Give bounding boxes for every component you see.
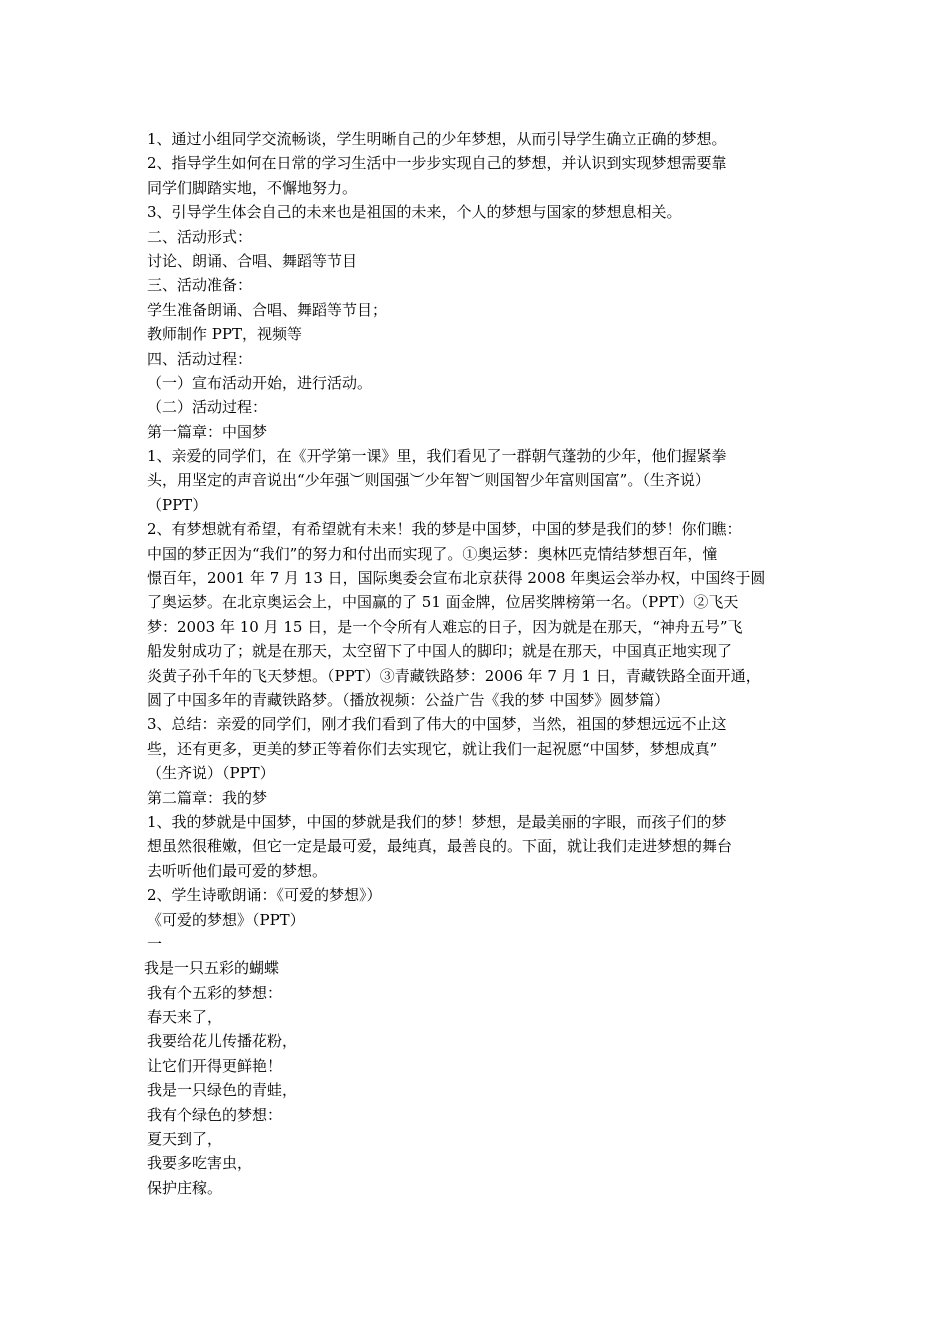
process-step-1: （一）宣布活动开始，进行活动。 (147, 373, 373, 392)
paragraph-line: 船发射成功了；就是在那天，太空留下了中国人的脚印；就是在那天，中国真正地实现了 (147, 642, 733, 661)
poem-title: 《可爱的梦想》（PPT） (147, 910, 305, 929)
poem-stanza-number: 一 (147, 934, 163, 953)
paragraph-line: 想虽然很稚嫩，但它一定是最可爱，最纯真，最善良的。下面，就让我们走进梦想的舞台 (147, 837, 733, 856)
chapter-heading-my-dream: 第二篇章：我的梦 (147, 788, 268, 807)
section-heading-process: 四、活动过程： (147, 349, 253, 368)
paragraph-line: 些，还有更多，更美的梦正等着你们去实现它，就让我们一起祝愿“中国梦，梦想成真” (147, 739, 718, 758)
poem-line: 我是一只五彩的蝴蝶 (144, 959, 280, 978)
paragraph-line: 3、总结：亲爱的同学们，刚才我们看到了伟大的中国梦，当然，祖国的梦想远远不止这 (147, 715, 727, 734)
chapter-heading-china-dream: 第一篇章：中国梦 (147, 422, 268, 441)
paragraph-line: （生齐说）（PPT） (147, 764, 275, 783)
paragraph-line: 中国的梦正因为“我们”的努力和付出而实现了。①奥运梦：奥林匹克情结梦想百年，憧 (147, 544, 718, 563)
section-heading-activity-form: 二、活动形式： (147, 227, 253, 246)
poem-line: 我有个五彩的梦想： (147, 983, 283, 1002)
section-heading-preparation: 三、活动准备： (147, 276, 253, 295)
paragraph-line: （PPT） (147, 495, 208, 514)
poem-line: 我要给花儿传播花粉， (147, 1032, 298, 1051)
objective-line-1: 1、通过小组同学交流畅谈，学生明晰自己的少年梦想，从而引导学生确立正确的梦想。 (147, 130, 727, 148)
preparation-line-2: 教师制作 PPT，视频等 (147, 325, 302, 344)
paragraph-line: 圆了中国多年的青藏铁路梦。（播放视频：公益广告《我的梦 中国梦》圆梦篇） (147, 690, 670, 709)
paragraph-line: 炎黄子孙千年的飞天梦想。（PPT）③青藏铁路梦：2006 年 7 月 1 日，青藏铁路全面开通， (147, 666, 761, 685)
poem-recital-line: 2、学生诗歌朗诵：《可爱的梦想》） (147, 886, 382, 905)
objective-line-3: 3、引导学生体会自己的未来也是祖国的未来，个人的梦想与国家的梦想息相关。 (147, 203, 682, 222)
paragraph-line: 1、我的梦就是中国梦，中国的梦就是我们的梦！梦想，是最美丽的字眼，而孩子们的梦 (147, 812, 727, 831)
activity-form-text: 讨论、朗诵、合唱、舞蹈等节目 (147, 251, 358, 270)
paragraph-line: 头，用坚定的声音说出“少年强︶则国强︶少年智︶则国智少年富则国富”。（生齐说） (147, 471, 710, 490)
document-body (144, 127, 817, 1200)
preparation-line-1: 学生准备朗诵、合唱、舞蹈等节目； (147, 300, 388, 319)
poem-line: 保护庄稼。 (147, 1178, 223, 1197)
paragraph-line: 去听听他们最可爱的梦想。 (147, 861, 328, 880)
poem-line: 我要多吃害虫， (147, 1154, 253, 1173)
process-step-2: （二）活动过程： (147, 398, 268, 417)
poem-line: 春天来了， (147, 1008, 223, 1027)
poem-line: 我是一只绿色的青蛙， (147, 1081, 298, 1100)
paragraph-line: 了奥运梦。在北京奥运会上，中国赢的了 51 面金牌，位居奖牌榜第一名。（PPT）②飞天 (147, 593, 739, 612)
paragraph-line: 1、亲爱的同学们，在《开学第一课》里，我们看见了一群朝气蓬勃的少年，他们握紧拳 (147, 447, 727, 466)
objective-line-2: 2、指导学生如何在日常的学习生活中一步步实现自己的梦想，并认识到实现梦想需要靠 (147, 154, 727, 173)
objective-line-2-cont: 同学们脚踏实地，不懈地努力。 (147, 178, 358, 197)
poem-line: 我有个绿色的梦想： (147, 1105, 283, 1124)
poem-line: 夏天到了， (147, 1130, 223, 1149)
paragraph-line: 2、有梦想就有希望，有希望就有未来！我的梦是中国梦，中国的梦是我们的梦！你们瞧： (147, 520, 742, 539)
paragraph-line: 梦：2003 年 10 月 15 日，是一个令所有人难忘的日子，因为就是在那天，“神舟五号”飞 (147, 617, 743, 636)
poem-line: 让它们开得更鲜艳！ (147, 1056, 283, 1075)
paragraph-line: 憬百年，2001 年 7 月 13 日，国际奥委会宣布北京获得 2008 年奥运会举办权，中国终于圆 (147, 569, 766, 588)
